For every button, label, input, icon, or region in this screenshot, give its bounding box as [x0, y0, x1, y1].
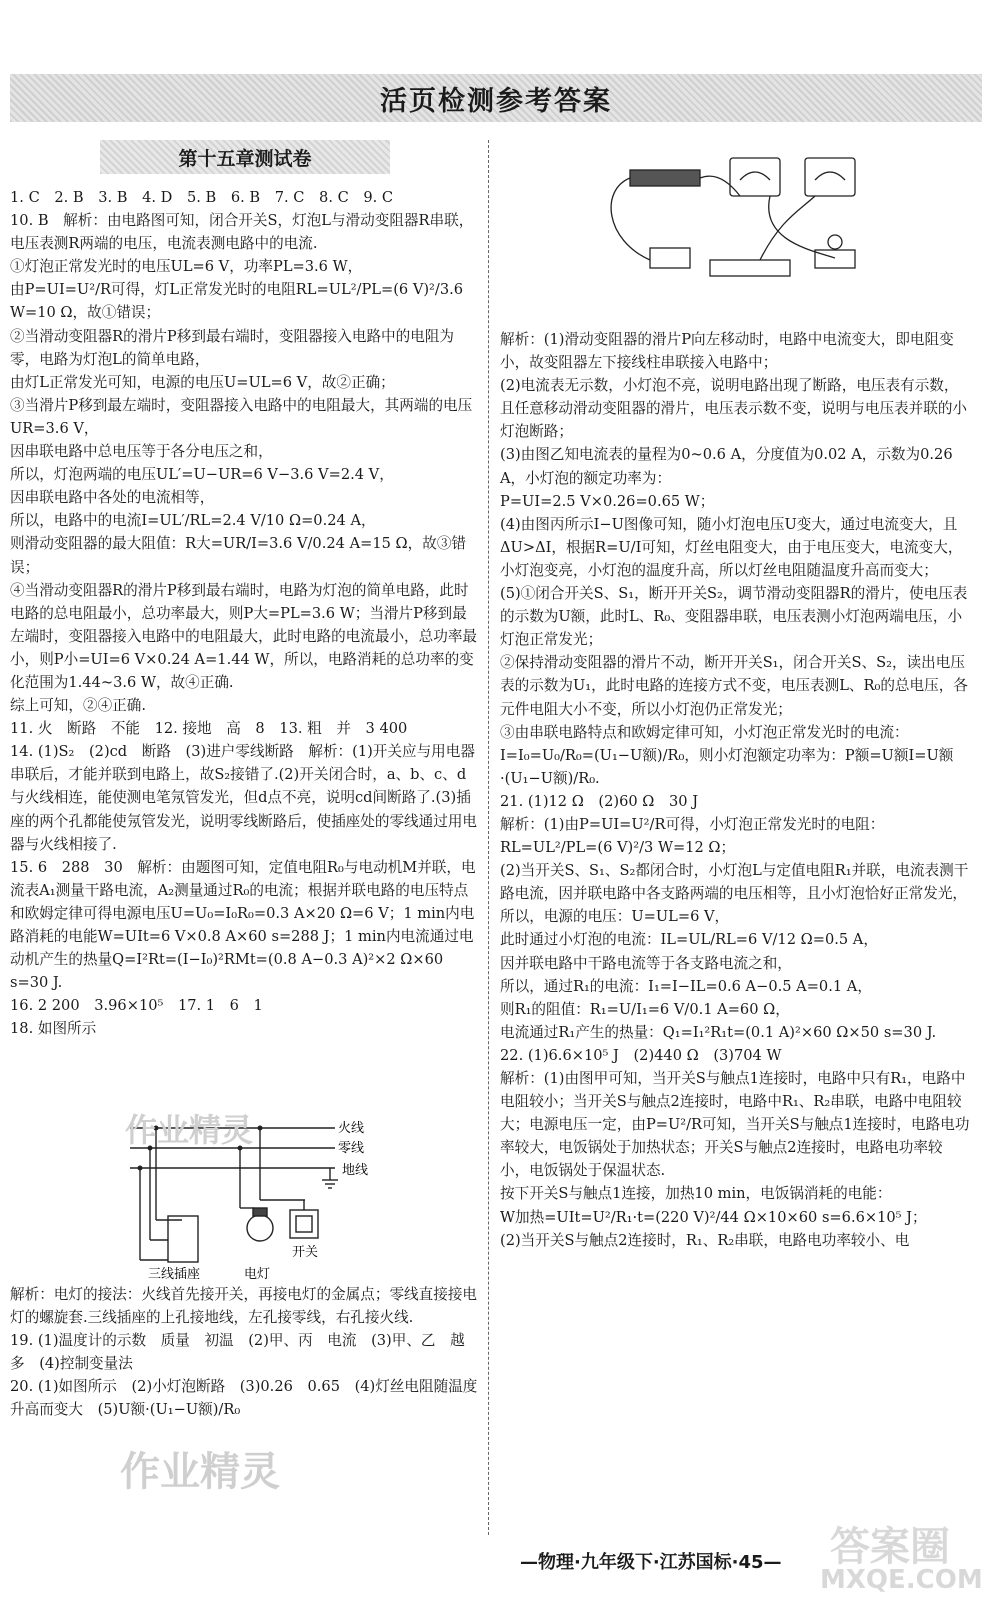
answer-line: 所以，通过R₁的电流：I₁=I−IL=0.6 A−0.5 A=0.1 A， [500, 977, 872, 995]
answer-line: 解析：(1)由图甲可知，当开关S与触点1连接时，电路中只有R₁，电路中电阻较小；当开关S与触点2连接时，电路中R₁、R₂串联，电路中电阻较大；电源电压一定，由P=U²/R可知，当开关S与触点1连接时，电路电功率较大，电饭锅处于加热状态；开关S与触点2连接时，电路电功率较小，电饭锅处于保温状态. [500, 1070, 970, 1180]
left-column [10, 186, 478, 1040]
answer-line: 14. (1)S₂ (2)cd 断路 (3)进户零线断路 解析：(1)开关应与用电器串联后，才能并联到电路上，故S₂接错了.(2)开关闭合时，a、b、c、d与火线相连，能使测电笔氖管发光，但d点不亮，说明cd间断路了.(3)插座的两个孔都能使氖管发光，说明零线断路后，使插座处的零线通过用电器与火线相接了. [10, 743, 478, 853]
answer-line: 则R₁的阻值：R₁=U/I₁=6 V/0.1 A=60 Ω， [500, 1000, 790, 1018]
switch-label: 开关 [292, 1245, 319, 1260]
watermark: MXQE.COM [820, 1565, 983, 1595]
answer-line: 因串联电路中各处的电流相等， [10, 489, 215, 507]
apparatus-diagram [610, 150, 880, 290]
answer-line: ②保持滑动变阻器的滑片不动，断开开关S₁，闭合开关S、S₂，读出电压表的示数为U₁，此时电路的连接方式不变，电压表测L、R₀的总电压，各元件电阻大小不变，所以小灯泡仍正常发光； [500, 654, 968, 718]
answer-line: 11. 火 断路 不能 12. 接地 高 8 13. 粗 并 3 400 [10, 720, 408, 738]
answer-line: 电流通过R₁产生的热量：Q₁=I₁²R₁t=(0.1 A)²×60 Ω×50 s=30 J. [500, 1023, 937, 1041]
page-banner [10, 74, 982, 122]
answer-line: ③由串联电路特点和欧姆定律可知，小灯泡正常发光时的电流：I=I₀=U₀/R₀=(U₁−U额)/R₀，则小灯泡额定功率为：P额=U额I=U额·(U₁−U额)/R₀. [500, 723, 954, 787]
answer-line: 1. C 2. B 3. B 4. D 5. B 6. B 7. C 8. C 9. C [10, 189, 394, 206]
live-wire-label: 火线 [338, 1121, 365, 1136]
watermark: 作业精灵 [125, 1111, 254, 1149]
answer-line: 19. (1)温度计的示数 质量 初温 (2)甲、丙 电流 (3)甲、乙 越多 (4)控制变量法 [10, 1332, 465, 1373]
answer-line: 20. (1)如图所示 (2)小灯泡断路 (3)0.26 0.65 (4)灯丝电阻随温度升高而变大 (5)U额·(U₁−U额)/R₀ [10, 1378, 478, 1419]
lamp-label: 电灯 [244, 1267, 271, 1280]
answer-line: ④当滑动变阻器R的滑片P移到最右端时，电路为灯泡的简单电路，此时电路的总电阻最小，总功率最大，则P大=PL=3.6 W；当滑片P移到最左端时，变阻器接入电路中的电阻最大，此时电路的电流最小，总功率最小，则P小=UI=6 V×0.24 A=1.44 W，所以，电路消耗的总功率的变化范围为1.44~3.6 W，故④正确. [10, 581, 478, 691]
answer-line: RL=UL²/PL=(6 V)²/3 W=12 Ω； [500, 839, 736, 857]
answer-line: (2)当开关S、S₁、S₂都闭合时，小灯泡L与定值电阻R₁并联，电流表测干路电流，因并联电路中各支路两端的电压相等，且小灯泡恰好正常发光， [500, 862, 969, 903]
watermark: 作业精灵 [120, 1449, 280, 1495]
neutral-wire-label: 零线 [338, 1141, 365, 1156]
answer-line: 由P=UI=U²/R可得，灯L正常发光时的电阻RL=UL²/PL=(6 V)²/3.6 W=10 Ω，故①错误； [10, 281, 464, 322]
answer-line: (2)当开关S与触点2连接时，R₁、R₂串联，电路电功率较小、电 [500, 1231, 910, 1249]
answer-line: W加热=UIt=U²/R₁·t=(220 V)²/44 Ω×10×60 s=6.6×10⁵ J； [500, 1208, 927, 1226]
answer-line: (2)电流表无示数，小灯泡不亮，说明电路出现了断路，电压表有示数，且任意移动滑动变阻器的滑片，电压表示数不变，说明与电压表并联的小灯泡断路； [500, 377, 968, 441]
answer-line: 10. B 解析：由电路图可知，闭合开关S，灯泡L与滑动变阻器R串联，电压表测R两端的电压，电流表测电路中的电流. [10, 212, 474, 253]
answer-line: 解析：(1)由P=UI=U²/R可得，小灯泡正常发光时的电阻： [500, 815, 885, 833]
answer-line: 此时通过小灯泡的电流：IL=UL/RL=6 V/12 Ω=0.5 A， [500, 931, 878, 949]
page-footer: —物理·九年级下·江苏国标·45— [520, 1552, 782, 1573]
watermark: 答案圈 [830, 1524, 950, 1570]
answer-line: 所以，电路中的电流I=UL′/RL=2.4 V/10 Ω=0.24 A， [10, 512, 376, 530]
answer-line: (3)由图乙知电流表的量程为0~0.6 A，分度值为0.02 A，示数为0.26 A，小灯泡的额定功率为： [500, 446, 953, 487]
answer-line: (5)①闭合开关S、S₁，断开开关S₂，调节滑动变阻器R的滑片，使电压表的示数为U额，此时L、R₀、变阻器串联，电压表测小灯泡两端电压，小灯泡正常发光； [500, 585, 968, 649]
answer-line: ②当滑动变阻器R的滑片P移到最右端时，变阻器接入电路中的电阻为零，电路为灯泡L的简单电路， [10, 327, 455, 368]
left-column-lower [10, 1283, 478, 1422]
socket-label: 三线插座 [148, 1267, 201, 1280]
answer-line: ③当滑片P移到最左端时，变阻器接入电路中的电阻最大，其两端的电压UR=3.6 V， [10, 396, 473, 437]
column-divider [488, 140, 489, 1535]
section-title: 第十五章测试卷 [100, 140, 390, 174]
answer-line: 18. 如图所示 [10, 1020, 97, 1038]
answer-line: 所以，电源的电压：U=UL=6 V， [500, 908, 730, 926]
answer-line: 15. 6 288 30 解析：由题图可知，定值电阻R₀与电动机M并联，电流表A₁测量干路电流，A₂测量通过R₀的电流；根据并联电路的电压特点和欧姆定律可得电源电压U=U₀=I₀R₀=0.3 A×20 Ω=6 V；1 min内电路消耗的电能W=UIt=6 V×0.8 A×60 s=288 J；1 min内电流通过电动机产生的热量Q=I²Rt=(I−I₀)²RMt=(0.8 A−0.3 A)²×2 Ω×60 s=30 J. [10, 858, 476, 992]
answer-line: P=UI=2.5 V×0.26=0.65 W； [500, 492, 715, 510]
answer-line: 所以，灯泡两端的电压UL′=U−UR=6 V−3.6 V=2.4 V， [10, 466, 394, 484]
answer-line: 21. (1)12 Ω (2)60 Ω 30 J [500, 792, 699, 810]
answer-line: 因串联电路中总电压等于各分电压之和， [10, 443, 273, 461]
answer-line: 综上可知，②④正确. [10, 697, 146, 715]
answer-line: 解析：电灯的接法：火线首先接开关，再接电灯的金属点；零线直接接电灯的螺旋套.三线插座的上孔接地线，左孔接零线，右孔接火线. [10, 1286, 478, 1327]
page-title: 活页检测参考答案 [380, 85, 612, 117]
answer-line: 解析：(1)滑动变阻器的滑片P向左移动时，电路中电流变大，即电阻变小，故变阻器左下接线柱串联接入电路中； [500, 331, 954, 372]
ground-wire-label: 地线 [342, 1163, 369, 1178]
answer-line: 16. 2 200 3.96×10⁵ 17. 1 6 1 [10, 997, 263, 1015]
answer-line: 由灯L正常发光可知，电源的电压U=UL=6 V，故②正确； [10, 373, 395, 391]
answer-line: 则滑动变阻器的最大阻值：R大=UR/I=3.6 V/0.24 A=15 Ω，故③错误； [10, 535, 467, 576]
right-column [500, 328, 970, 1252]
answer-line: ①灯泡正常发光时的电压UL=6 V，功率PL=3.6 W， [10, 258, 363, 276]
answer-line: 按下开关S与触点1连接，加热10 min，电饭锅消耗的电能： [500, 1185, 892, 1203]
answer-line: 22. (1)6.6×10⁵ J (2)440 Ω (3)704 W [500, 1046, 782, 1064]
answer-line: (4)由图丙所示I−U图像可知，随小灯泡电压U变大，通过电流变大，且ΔU>ΔI，根据R=U/I可知，灯丝电阻变大，由于电压变大，电流变大，小灯泡变亮，小灯泡的温度升高，所以灯丝电阻随温度升高而变大； [500, 515, 963, 579]
answer-line: 因并联电路中干路电流等于各支路电流之和， [500, 954, 792, 972]
